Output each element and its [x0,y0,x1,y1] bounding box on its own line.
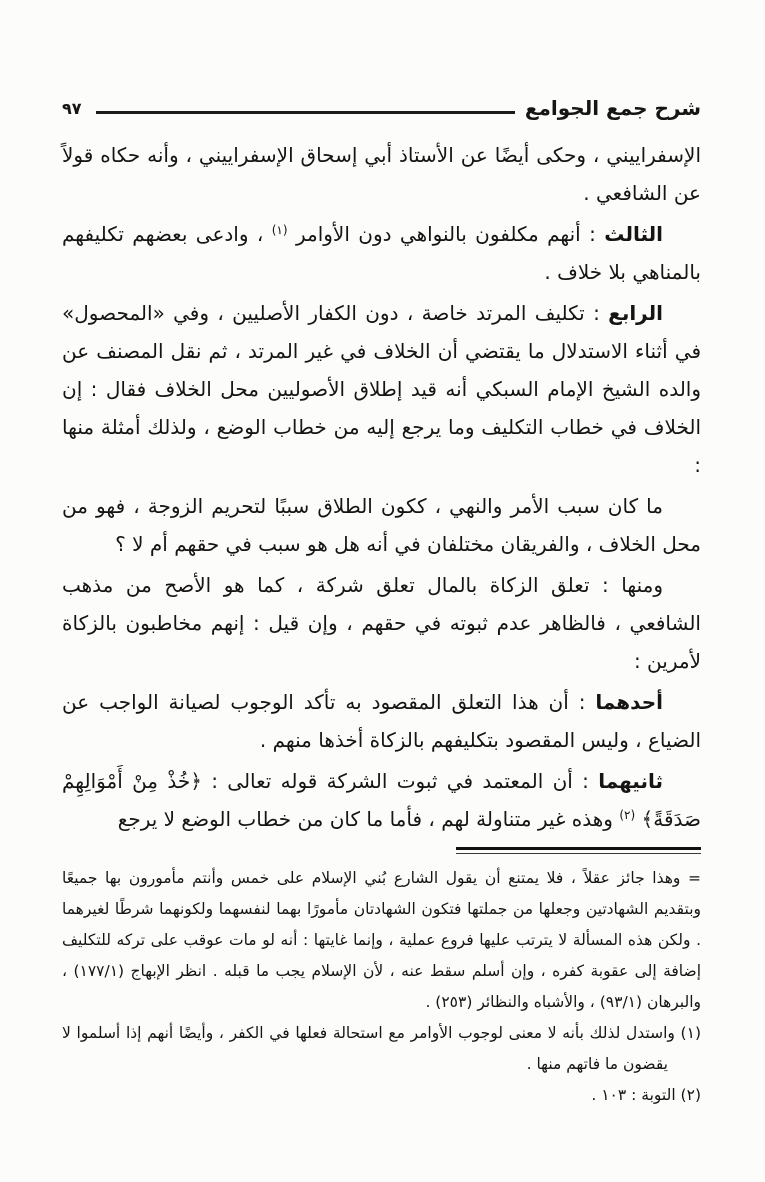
page-number: ٩٧ [62,98,82,118]
paragraph-fourth [62,294,701,484]
footnote-1: (١) واستدل لذلك بأنه لا معنى لوجوب الأوامر مع استحالة فعلها في الكفر ، وأيضًا أنهم إذا أسلموا لا يقضون ما فاتهم منها . [62,1024,701,1073]
book-title: شرح جمع الجوامع [524,96,701,120]
paragraph-text: : تكليف المرتد خاصة ، دون الكفار الأصليين ، وفي «المحصول» في أثناء الاستدلال ما يقتضي أن الخلاف في غير المرتد ، ثم نقل المصنف عن والده الشيخ الإمام السبكي أنه قيد إطلاق الأصوليين محل الخلاف فقال : إن الخلاف في خطاب التكليف وما يرجع إليه من خطاب الوضع ، ولذلك أمثلة منها : [62,301,701,477]
paragraph-text: ما كان سبب الأمر والنهي ، ككون الطلاق سببًا لتحريم الزوجة ، فهو من محل الخلاف ، والفريقان مختلفان في أنه هل هو سبب في حقهم أم لا ؟ [62,494,701,556]
footnote-divider [456,847,701,854]
paragraph-third [62,215,701,291]
footnote-ref-1: (١) [271,223,288,237]
paragraph-continuation [62,136,701,212]
paragraph-lead: الرابع [608,301,663,325]
paragraph-text: ، وادعى بعضهم تكليفهم بالمناهي بلا خلاف . [62,222,701,284]
footnotes-section [62,863,701,1111]
footnote-continuation: = وهذا جائز عقلاً ، فلا يمتنع أن يقول الشارع بُني الإسلام على خمس وأنتم مأمورون بها جميعًا وبتقديم الشهادتين وجعلها من جملتها فتكون الشهادتان مأمورًا بهما لنفسهما ولكونهما شرطًا لغيرهما . ولكن هذه المسألة لا يترتب عليها فروع عملية ، وإنما غايتها : أنه لو مات عوقب على تركه للتكليف إضافة إلى عقوبة كفره ، وإن أسلم سقط عنه ، لأن الإسلام يجب ما قبله . انظر الإبهاج (١٧٧/١) ، والبرهان (٩٣/١) ، والأشباه والنظائر (٢٥٣) . [62,869,701,1011]
header-rule [96,111,515,114]
paragraph-text: ومنها : تعلق الزكاة بالمال تعلق شركة ، كما هو الأصح من مذهب الشافعي ، فالظاهر عدم ثبوته في حقهم ، وإن قيل : إنهم مخاطبون بالزكاة لأمرين : [62,573,701,673]
paragraph-text: : أنهم مكلفون بالنواهي دون الأوامر [287,222,605,246]
page-header [62,96,701,120]
paragraph-text: الإسفراييني ، وحكى أيضًا عن الأستاذ أبي إسحاق الإسفراييني ، وأنه حكاه قولاً عن الشافعي . [62,143,701,205]
footnote-2: (٢) التوبة : ١٠٣ . [591,1086,701,1104]
paragraph-lead: ثانيهما [598,769,664,793]
paragraph-second-reason [62,762,701,838]
main-text [62,136,701,838]
paragraph-example-2 [62,566,701,680]
paragraph-text: وهذه غير متناولة لهم ، فأما ما كان من خطاب الوضع لا يرجع [117,807,620,831]
footnote-ref-2: (٢) [619,808,636,822]
paragraph-text: : أن المعتمد في ثبوت الشركة قوله تعالى : [201,769,599,793]
paragraph-text: : أن هذا التعلق المقصود به تأكد الوجوب لصيانة الواجب عن الضياع ، وليس المقصود بتكليفهم بالزكاة أخذها منهم . [62,690,701,752]
paragraph-lead: أحدهما [595,690,663,714]
paragraph-first-reason [62,683,701,759]
paragraph-lead: الثالث [604,222,663,246]
quran-verse: ﴿خُذْ مِنْ أَمْوَالِهِمْ صَدَقَةً﴾ [62,769,701,831]
paragraph-example-1 [62,487,701,563]
